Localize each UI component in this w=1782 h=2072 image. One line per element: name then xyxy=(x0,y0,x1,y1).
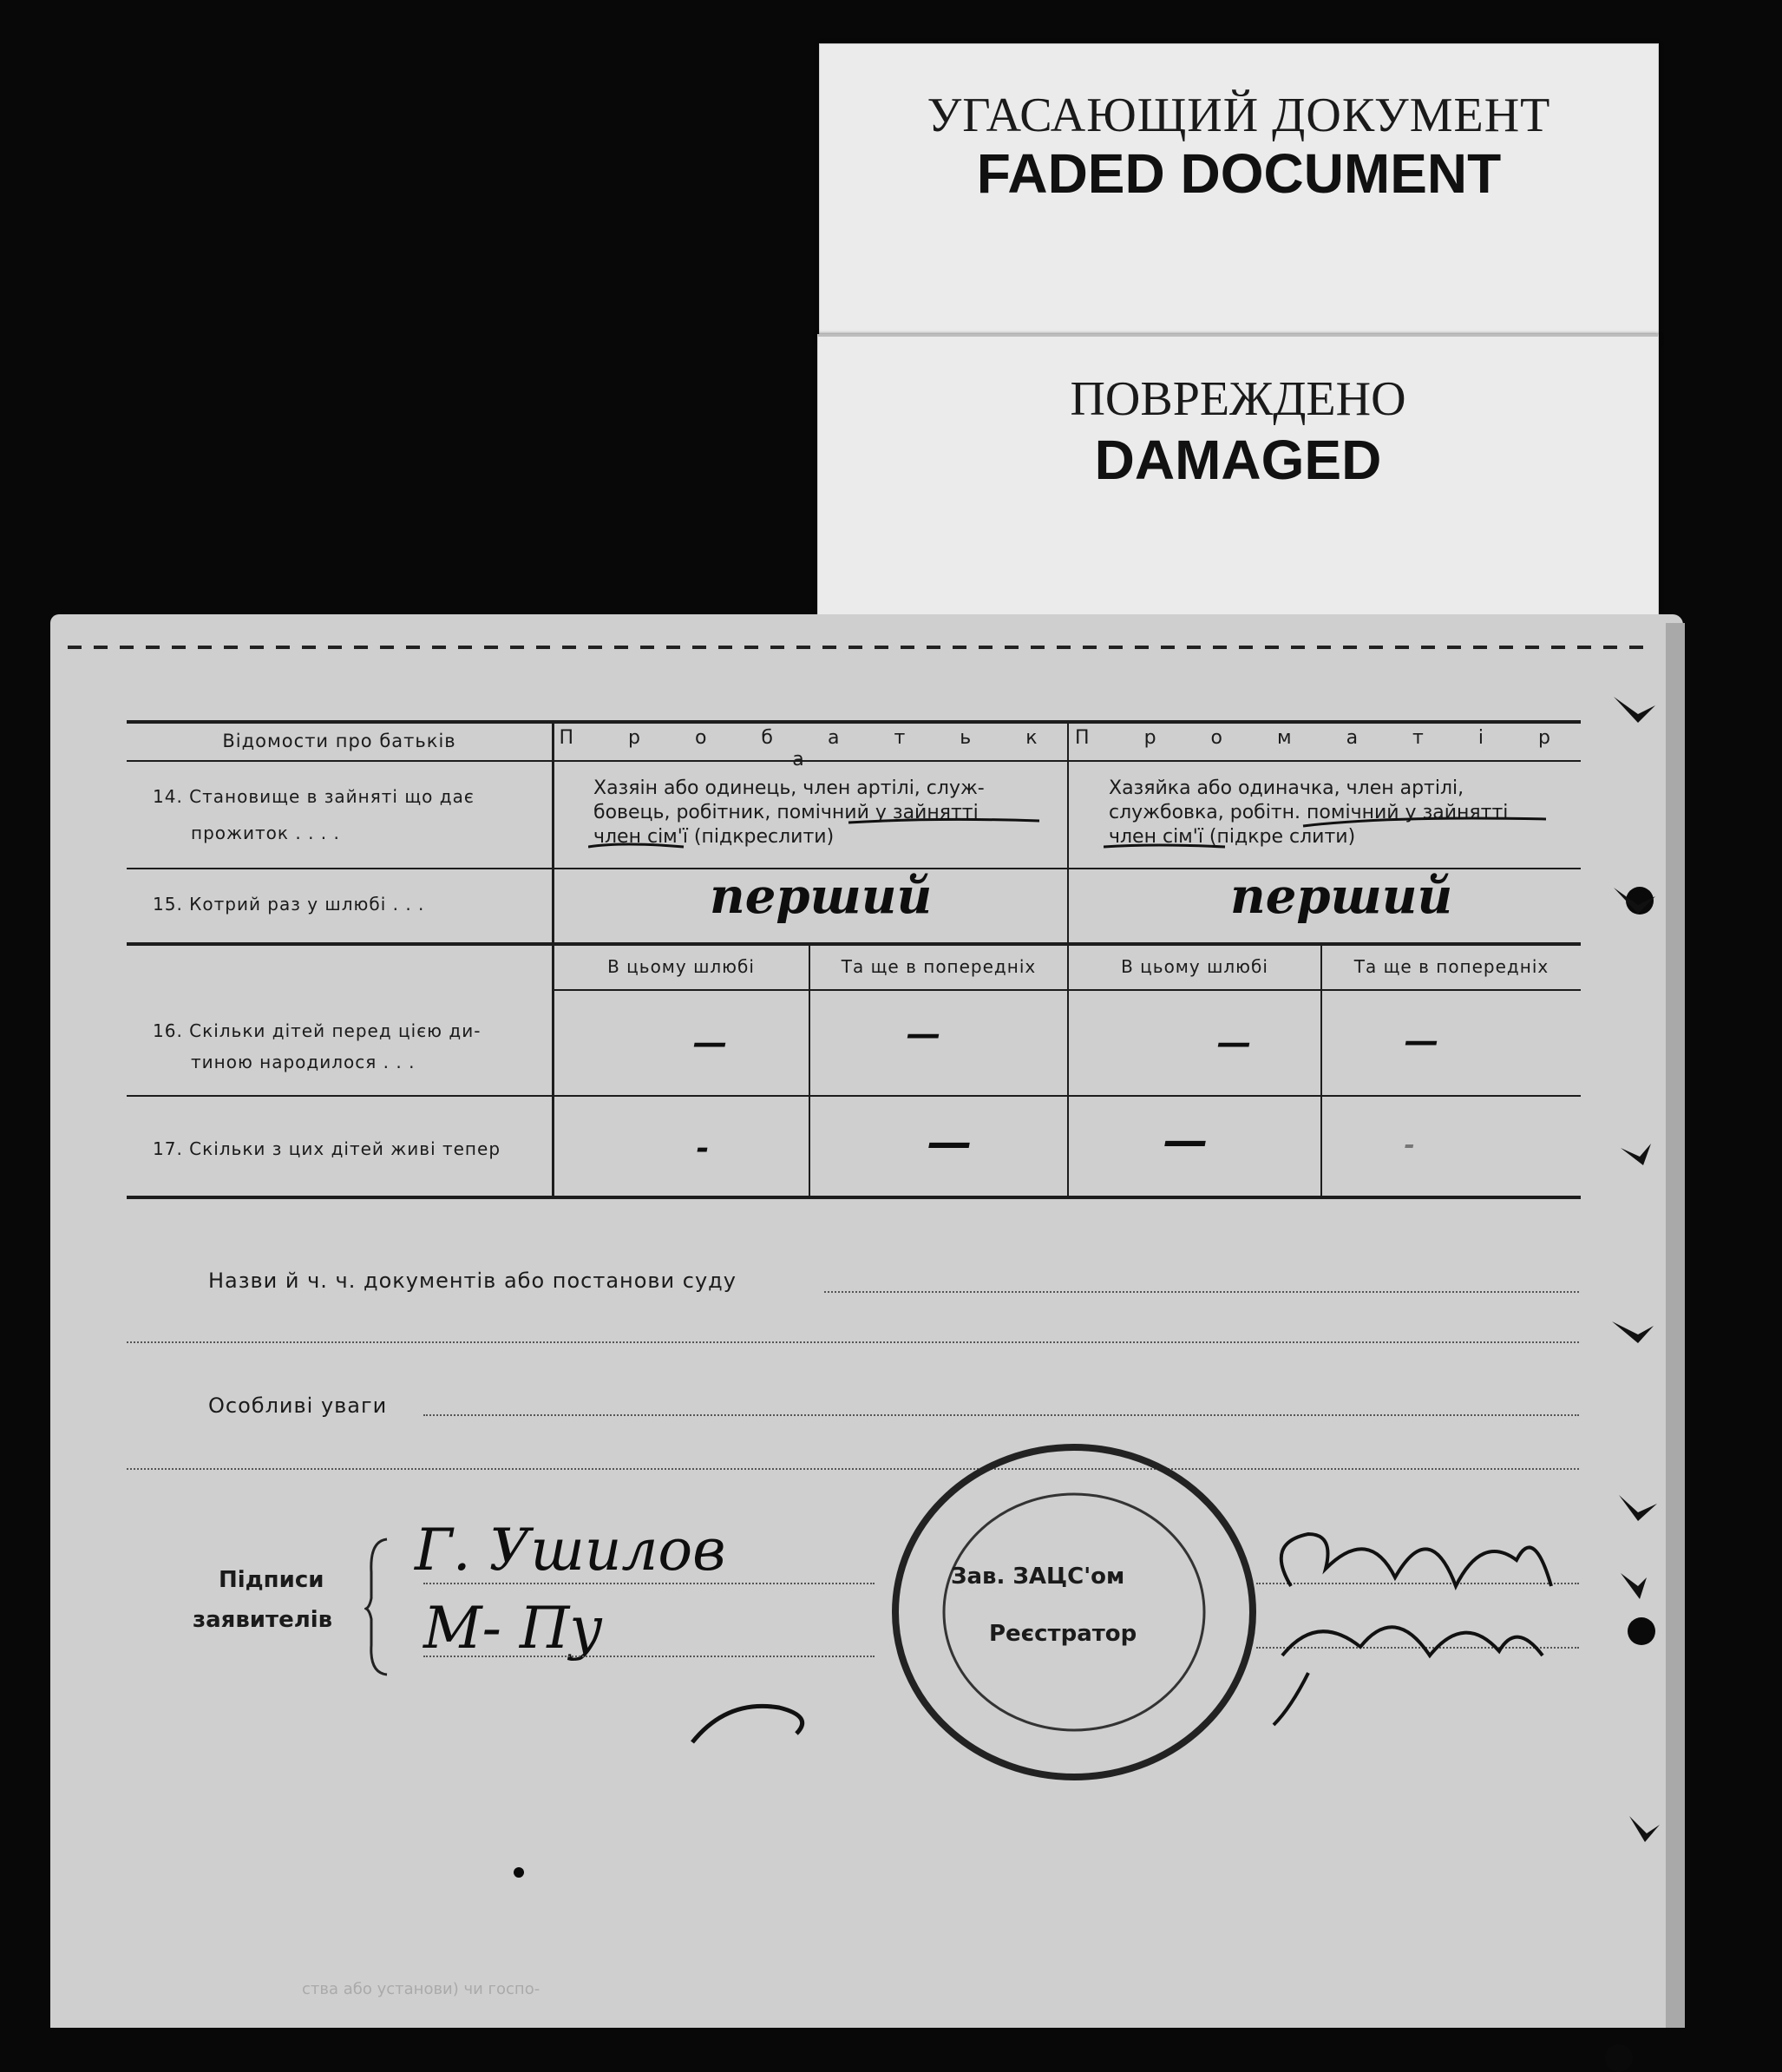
row14-father-line2: бовець, робітник, помічний у зайнятті xyxy=(593,802,979,823)
underline-marks xyxy=(588,812,1074,864)
documents-field xyxy=(824,1291,1579,1293)
row14-mother-line2: службовка, робітн. помічний у зайнятті xyxy=(1109,802,1509,823)
notes-label: Особливі уваги xyxy=(208,1393,388,1418)
row16-value: — xyxy=(1404,1020,1438,1061)
damaged-label xyxy=(817,334,1659,615)
official-stamp xyxy=(875,1430,1274,1794)
subheader-mother-previous: Та ще в попередніх xyxy=(1353,956,1549,977)
row17-value: - xyxy=(1404,1130,1415,1160)
documents-field xyxy=(127,1341,1579,1343)
row14-father-line1: Хазяін або одинець, член артілі, служ- xyxy=(593,777,985,799)
row15-father-value: перший xyxy=(710,868,933,925)
applicant-signature-1: Г. Ушилов xyxy=(415,1517,726,1584)
table-rule xyxy=(127,1196,1581,1199)
faded-label-ru: УГАСАЮЩИЙ ДОКУМЕНТ xyxy=(927,89,1551,142)
row16-value: — xyxy=(692,1022,727,1063)
bracket xyxy=(364,1538,390,1676)
signature-line xyxy=(423,1583,875,1584)
signature-line xyxy=(423,1656,875,1657)
row16-label-line2: тиною народилося . . . xyxy=(191,1052,416,1072)
signatures-label-line1: Підписи xyxy=(219,1567,324,1593)
faded-label-en: FADED DOCUMENT xyxy=(976,142,1502,205)
row16-value: — xyxy=(906,1013,940,1054)
official-signature xyxy=(1256,1508,1586,1734)
signatures-label-line2: заявителів xyxy=(193,1607,333,1633)
row14-label-line2: прожиток . . . . xyxy=(191,823,340,843)
subheader-father-previous: Та ще в попередніх xyxy=(841,956,1037,977)
table-rule xyxy=(809,944,810,1199)
bottom-fragment: ства або установи) чи госпо- xyxy=(302,1980,540,1998)
row17-value: — xyxy=(1163,1114,1208,1167)
header-parents-info: Відомости про батьків xyxy=(222,731,456,751)
row17-label: 17. Скільки з цих дітей живі тепер xyxy=(153,1138,501,1159)
notes-field xyxy=(127,1468,1579,1470)
row16-value: — xyxy=(1216,1022,1251,1063)
tear-marks xyxy=(1612,697,1664,1998)
perforation-line xyxy=(68,644,1655,651)
header-father: П р о б а т ь к а xyxy=(559,727,1062,770)
table-rule xyxy=(127,720,1581,724)
table-rule xyxy=(552,989,1581,991)
row15-mother-value: перший xyxy=(1230,868,1453,925)
row17-value: - xyxy=(696,1130,709,1166)
notes-field xyxy=(423,1414,1579,1416)
signature-flourish xyxy=(675,1690,831,1760)
damaged-label-en: DAMAGED xyxy=(1094,429,1382,491)
row14-label-line1: 14. Становище в зайняті що дає xyxy=(153,786,475,807)
row14-mother-line3: член сім'ї (підкре слити) xyxy=(1109,826,1356,848)
applicant-signature-2: М- Пу xyxy=(423,1595,603,1662)
row14-mother-line1: Хазяйка або одиначка, член артілі, xyxy=(1109,777,1464,799)
table-rule xyxy=(127,942,1581,946)
subheader-mother-current: В цьому шлюбі xyxy=(1121,956,1268,977)
row14-father-line3: член сім'ї (підкреслити) xyxy=(593,826,835,848)
damaged-label-ru: ПОВРЕЖДЕНО xyxy=(1070,372,1406,426)
form-sheet xyxy=(50,614,1683,2028)
row15-label: 15. Котрий раз у шлюбі . . . xyxy=(153,894,425,915)
registrar-label: Реєстратор xyxy=(989,1621,1137,1647)
sheet-edge xyxy=(1666,623,1685,2028)
underline-marks xyxy=(1104,812,1589,864)
faded-document-label xyxy=(819,43,1659,344)
subheader-father-current: В цьому шлюбі xyxy=(607,956,755,977)
header-mother: П р о м а т і р xyxy=(1075,727,1575,749)
ink-dot xyxy=(514,1867,524,1878)
punch-hole xyxy=(1605,2044,1633,2072)
table-rule xyxy=(127,1095,1581,1097)
row17-value: — xyxy=(927,1116,972,1169)
documents-label: Назви й ч. ч. документів або постанови суду xyxy=(208,1269,737,1293)
table-rule xyxy=(1320,944,1322,1199)
head-label: Зав. ЗАЦС'ом xyxy=(951,1564,1125,1590)
row16-label-line1: 16. Скільки дітей перед цією ди- xyxy=(153,1020,482,1041)
